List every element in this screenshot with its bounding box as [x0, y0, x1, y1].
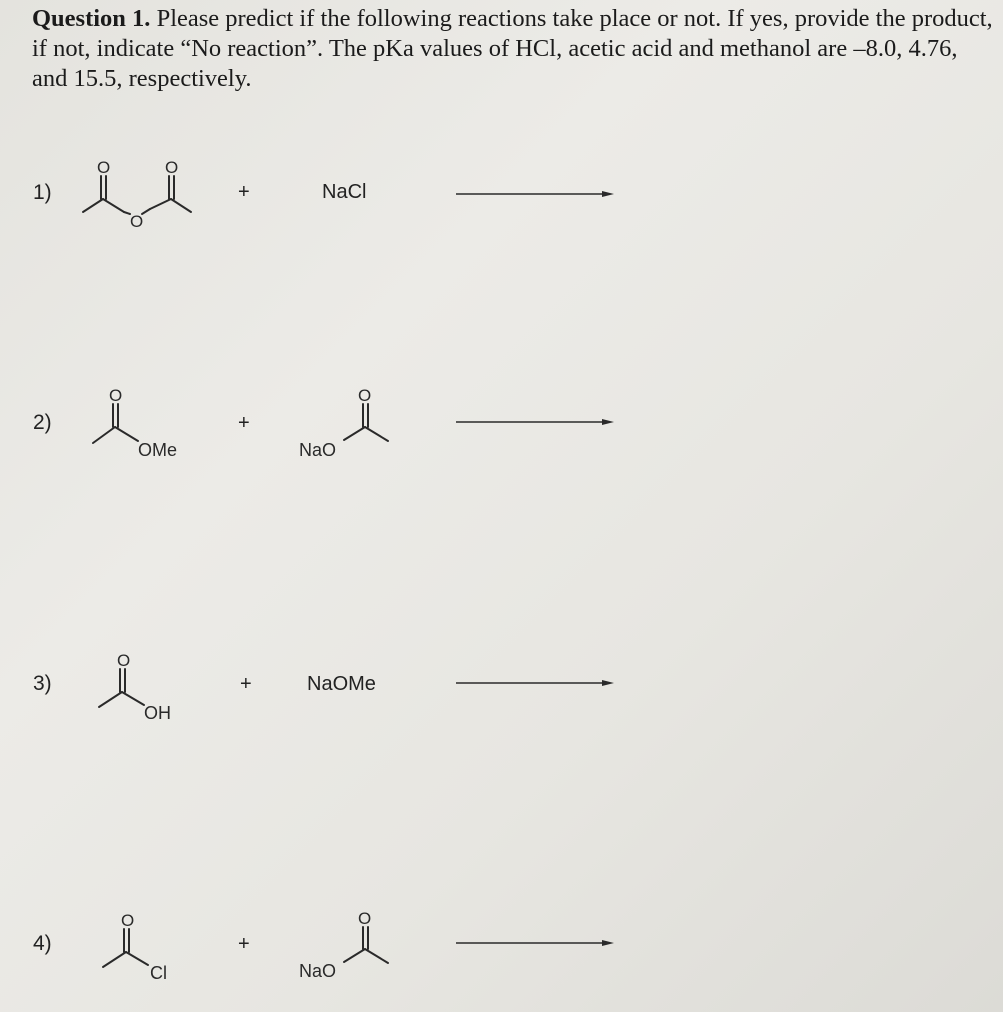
reaction-3-plus: + [240, 673, 252, 695]
reaction-2-reactant-methyl-acetate [90, 383, 190, 463]
reaction-2-atom-o: O [109, 386, 123, 405]
reaction-3-number: 3) [33, 672, 52, 695]
reaction-4-reactant-group: Cl [150, 963, 167, 983]
reaction-2-reactant-group: OMe [138, 440, 178, 460]
reaction-4-arrow [456, 937, 616, 949]
question-lead: Question 1. [32, 5, 151, 32]
reaction-4-reactant-acetyl-chloride [100, 908, 200, 988]
reaction-4-reagent-group: NaO [299, 961, 337, 981]
reaction-2-arrow [456, 416, 616, 428]
reaction-2-atom-o: O [358, 386, 372, 405]
reaction-2-reagent-group: NaO [299, 440, 337, 460]
reaction-2-number: 2) [33, 411, 52, 434]
reaction-1-atom-o: O [165, 158, 179, 177]
reaction-1-atom-o: O [97, 158, 111, 177]
reaction-1-reagent: NaCl [322, 181, 367, 203]
reaction-1-atom-o: O [130, 212, 144, 231]
reaction-3-arrow [456, 677, 616, 689]
reaction-1-plus: + [238, 181, 250, 203]
reaction-2-reagent-sodium-acetate [296, 383, 406, 463]
reaction-3-atom-o: O [117, 651, 131, 670]
reaction-4-atom-o: O [121, 911, 135, 930]
reaction-4-atom-o: O [358, 909, 372, 928]
reaction-4-plus: + [238, 933, 250, 955]
reaction-3-reactant-acetic-acid [96, 648, 196, 728]
reaction-1-number: 1) [33, 181, 52, 204]
reaction-1-arrow [456, 188, 616, 200]
question-text [32, 4, 997, 94]
reaction-2-plus: + [238, 412, 250, 434]
reaction-4-number: 4) [33, 932, 52, 955]
reaction-1-reactant-acetic-anhydride [80, 155, 200, 235]
reaction-3-reactant-group: OH [144, 703, 171, 723]
reaction-4-reagent-sodium-acetate [296, 906, 406, 986]
reaction-3-reagent: NaOMe [307, 673, 376, 695]
question-body: Please predict if the following reactions take place or not. If yes, provide the product, if not, indicate “No reaction”. The pKa values of HCl, acetic acid and methanol are –8.0, 4.76, and 15.5, respectively. [32, 5, 993, 92]
